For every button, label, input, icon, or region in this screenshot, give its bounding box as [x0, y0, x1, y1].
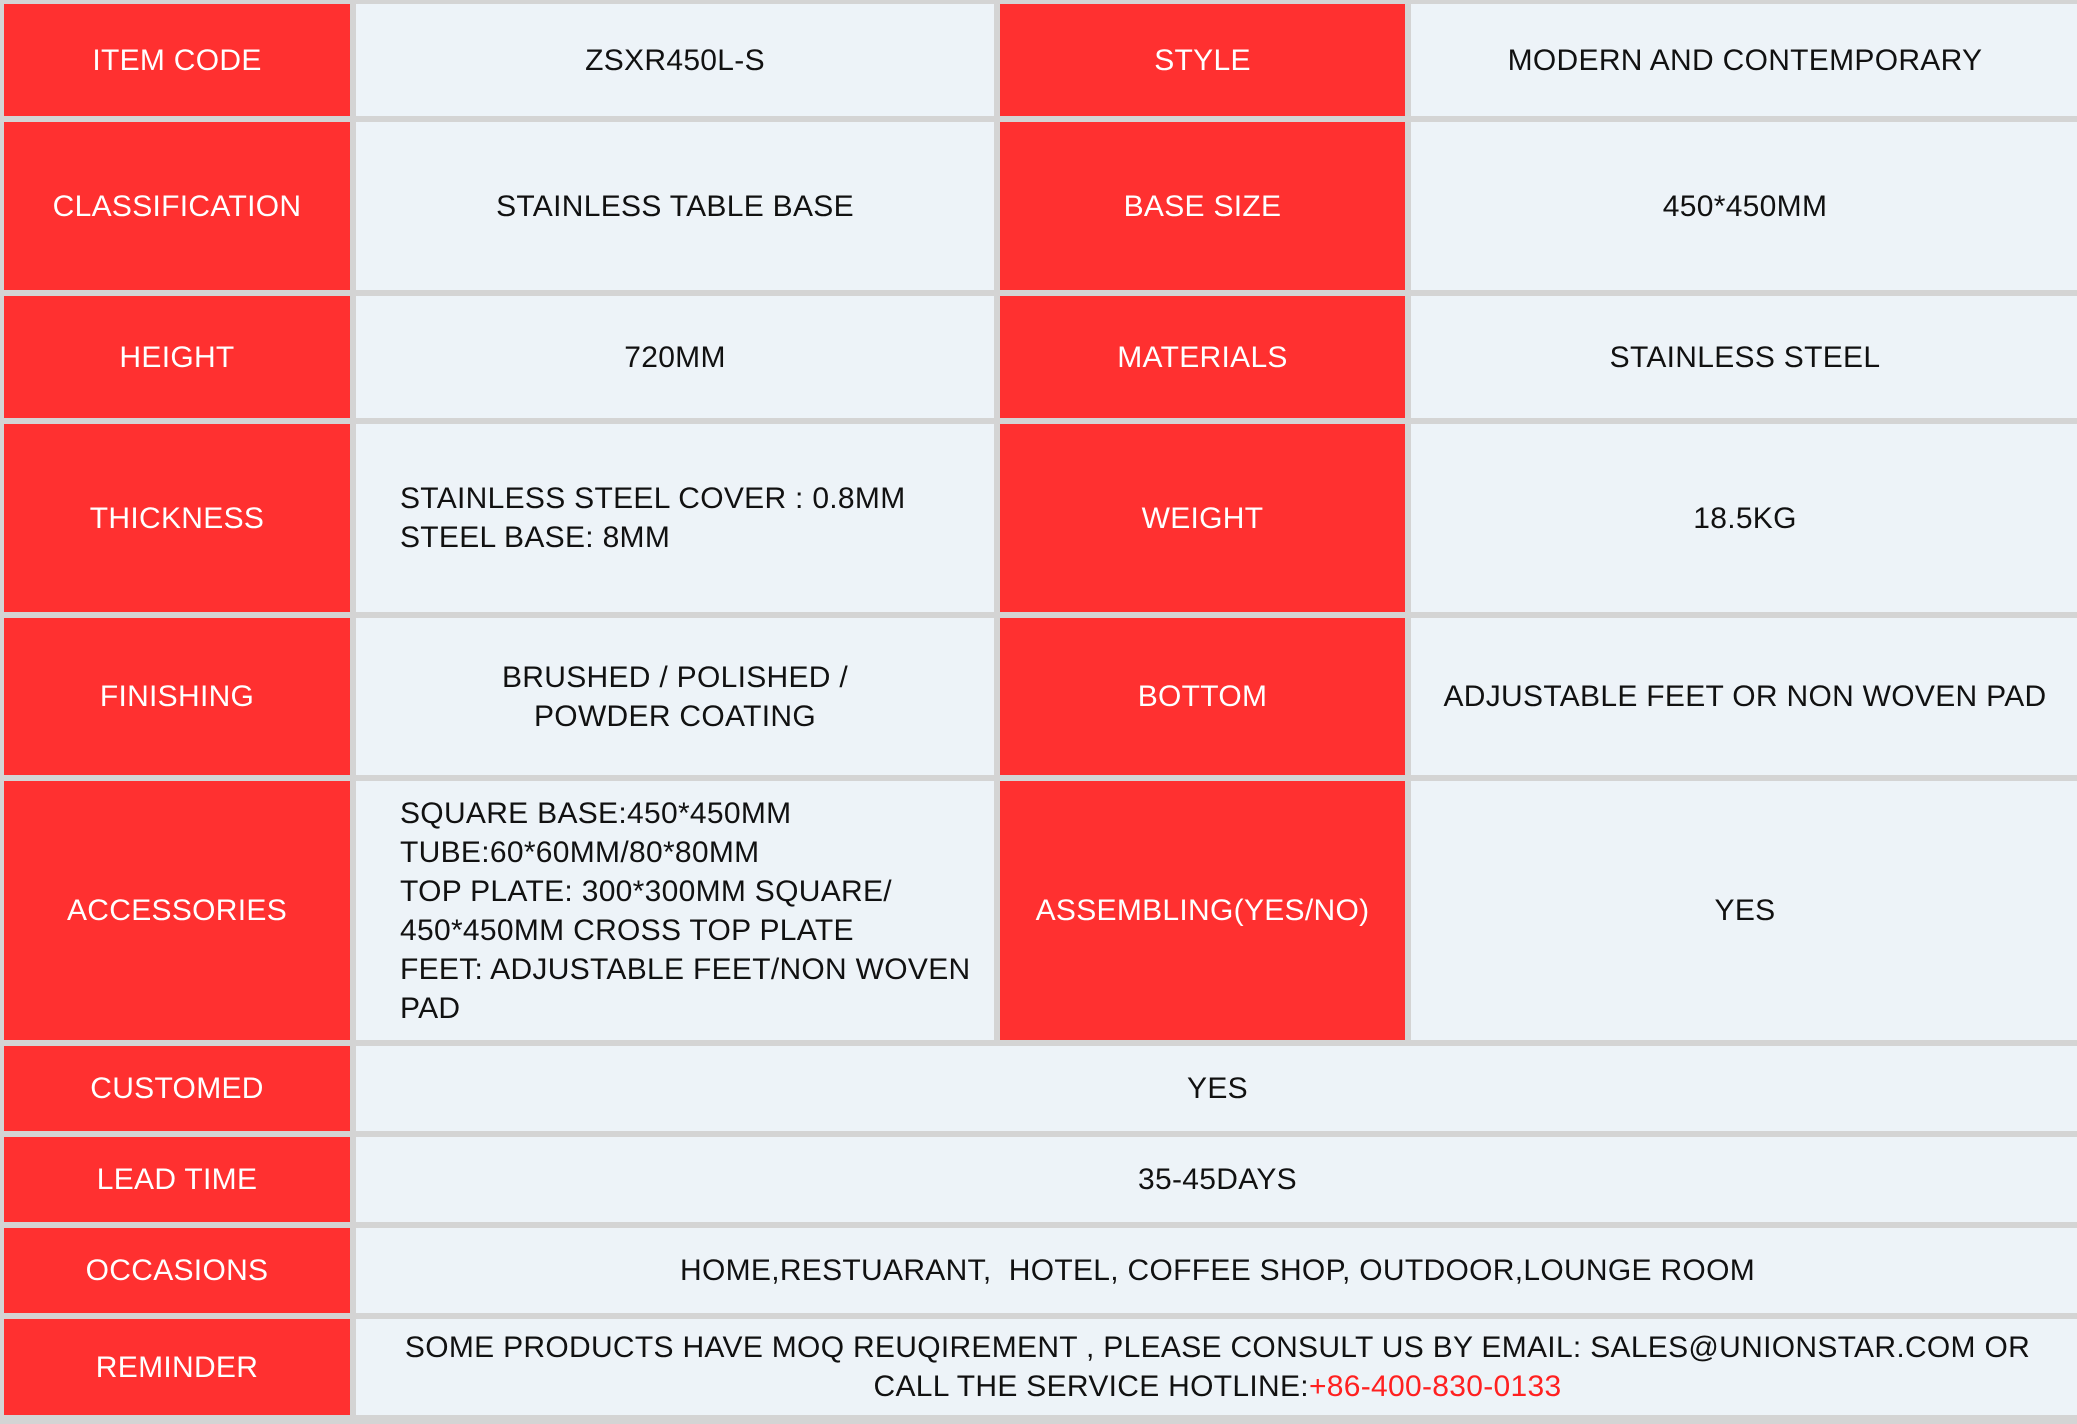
value-customed: YES [356, 1046, 2077, 1131]
label-weight: WEIGHT [1000, 424, 1405, 612]
value-lead-time: 35-45DAYS [356, 1137, 2077, 1222]
accessories-line: PAD [400, 991, 461, 1025]
accessories-line: 450*450MM CROSS TOP PLATE [400, 913, 854, 947]
thickness-line: STAINLESS STEEL COVER : 0.8MM [400, 482, 906, 515]
label-materials: MATERIALS [1000, 296, 1405, 418]
value-occasions: HOME,RESTUARANT, HOTEL, COFFEE SHOP, OUTDOOR,LOUNGE ROOM [356, 1228, 2077, 1313]
value-thickness [356, 424, 994, 612]
label-height: HEIGHT [4, 296, 350, 418]
value-height: 720MM [356, 296, 994, 418]
value-style: MODERN AND CONTEMPORARY [1411, 4, 2077, 116]
label-base-size: BASE SIZE [1000, 122, 1405, 290]
value-accessories [356, 781, 994, 1040]
finishing-line: POWDER COATING [534, 699, 816, 733]
label-reminder: REMINDER [4, 1319, 350, 1415]
reminder-hotline-label: CALL THE SERVICE HOTLINE: [873, 1370, 1309, 1403]
reminder-line-1: SOME PRODUCTS HAVE MOQ REUQIREMENT , PLEASE CONSULT US BY EMAIL: SALES@UNIONSTAR.COM OR [404, 1331, 2031, 1364]
value-finishing [356, 618, 994, 775]
label-style: STYLE [1000, 4, 1405, 116]
value-item-code: ZSXR450L-S [356, 4, 994, 116]
accessories-line: FEET: ADJUSTABLE FEET/NON WOVEN [400, 952, 971, 986]
label-customed: CUSTOMED [4, 1046, 350, 1131]
value-reminder [356, 1319, 2077, 1415]
label-occasions: OCCASIONS [4, 1228, 350, 1313]
label-lead-time: LEAD TIME [4, 1137, 350, 1222]
product-spec-table [4, 4, 2073, 1420]
accessories-line: TUBE:60*60MM/80*80MM [400, 835, 760, 869]
accessories-line: SQUARE BASE:450*450MM [400, 796, 792, 830]
reminder-line-2 [405, 1367, 2030, 1406]
label-assembling: ASSEMBLING(YES/NO) [1000, 781, 1405, 1040]
value-assembling: YES [1411, 781, 2077, 1040]
label-accessories: ACCESSORIES [4, 781, 350, 1040]
label-thickness: THICKNESS [4, 424, 350, 612]
finishing-line: BRUSHED / POLISHED / [501, 660, 849, 694]
value-bottom: ADJUSTABLE FEET OR NON WOVEN PAD [1411, 618, 2077, 775]
value-classification: STAINLESS TABLE BASE [356, 122, 994, 290]
service-hotline-number: +86-400-830-0133 [1308, 1370, 1562, 1403]
value-materials: STAINLESS STEEL [1411, 296, 2077, 418]
label-item-code: ITEM CODE [4, 4, 350, 116]
label-finishing: FINISHING [4, 618, 350, 775]
thickness-line: STEEL BASE: 8MM [400, 521, 671, 554]
label-classification: CLASSIFICATION [4, 122, 350, 290]
label-bottom: BOTTOM [1000, 618, 1405, 775]
value-base-size: 450*450MM [1411, 122, 2077, 290]
accessories-line: TOP PLATE: 300*300MM SQUARE/ [400, 874, 892, 908]
value-weight: 18.5KG [1411, 424, 2077, 612]
